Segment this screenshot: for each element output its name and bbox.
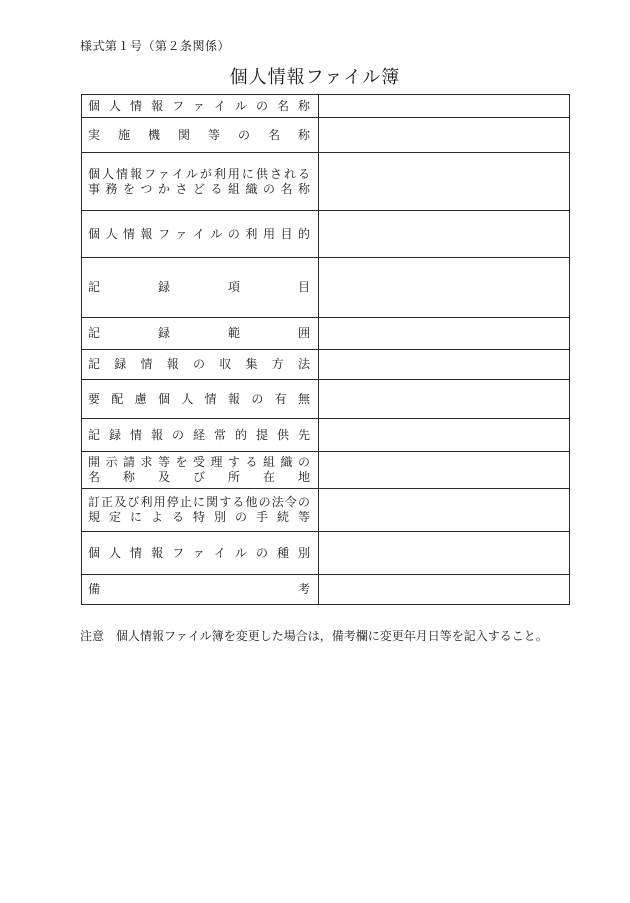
row-label: 個人情報ファイルの利用目的 [88, 226, 310, 241]
row-label [82, 167, 318, 197]
row-label: 記録項目 [88, 280, 310, 294]
table-row [82, 575, 570, 605]
table-row [82, 118, 570, 153]
row-label-cell [82, 419, 319, 452]
row-label-cell [82, 350, 319, 380]
row-value-cell[interactable] [319, 575, 570, 605]
row-label: 実施機関等の名称 [88, 127, 310, 142]
row-label-cell [82, 380, 319, 419]
row-label-cell [82, 318, 319, 350]
row-label-cell [82, 118, 319, 153]
row-label-cell [82, 452, 319, 489]
table-row [82, 350, 570, 380]
table-row [82, 153, 570, 211]
table-row [82, 419, 570, 452]
row-value-cell[interactable] [319, 452, 570, 489]
row-value-cell[interactable] [319, 118, 570, 153]
row-label: 要配慮個人情報の有無 [88, 391, 310, 406]
row-value-cell[interactable] [319, 489, 570, 532]
row-label: 記録情報の経常的提供先 [88, 427, 310, 442]
row-label [82, 495, 318, 525]
row-value-cell[interactable] [319, 532, 570, 575]
row-label-line: 個人情報ファイルが利用に供される [88, 166, 310, 181]
table-row [82, 532, 570, 575]
row-label-cell [82, 211, 319, 258]
register-table [81, 94, 570, 605]
table-row [82, 258, 570, 318]
row-label: 個人情報ファイルの種別 [88, 545, 310, 560]
row-value-cell[interactable] [319, 419, 570, 452]
row-label: 記録範囲 [88, 326, 310, 340]
row-label-cell [82, 95, 319, 118]
row-value-cell[interactable] [319, 211, 570, 258]
table-row [82, 489, 570, 532]
row-label-cell [82, 153, 319, 211]
form-number: 様式第１号（第２条関係） [80, 39, 231, 53]
row-label-line: 規定による特別の手続等 [88, 510, 310, 524]
row-value-cell[interactable] [319, 153, 570, 211]
row-value-cell[interactable] [319, 380, 570, 419]
row-label: 記録情報の収集方法 [88, 357, 310, 371]
row-label: 個人情報ファイルの名称 [88, 98, 310, 113]
row-label-cell [82, 575, 319, 605]
row-value-cell[interactable] [319, 258, 570, 318]
row-value-cell[interactable] [319, 318, 570, 350]
row-value-cell[interactable] [319, 95, 570, 118]
row-label-cell [82, 489, 319, 532]
table-row [82, 452, 570, 489]
row-label [82, 455, 318, 485]
table-row [82, 95, 570, 118]
page-title: 個人情報ファイル簿 [229, 67, 401, 88]
row-label-line: 名称及び所在地 [88, 470, 310, 484]
row-value-cell[interactable] [319, 350, 570, 380]
row-label-cell [82, 532, 319, 575]
row-label-line: 訂正及び利用停止に関する他の法令の [88, 495, 310, 509]
row-label: 備考 [88, 582, 310, 596]
row-label-line: 開示請求等を受理する組織の [88, 455, 310, 469]
table-row [82, 380, 570, 419]
footer-note: 注意 個人情報ファイル簿を変更した場合は，備考欄に変更年月日等を記入すること。 [80, 629, 548, 643]
table-row [82, 318, 570, 350]
table-row [82, 211, 570, 258]
row-label-cell [82, 258, 319, 318]
row-label-line: 事務をつかさどる組織の名称 [88, 181, 310, 196]
